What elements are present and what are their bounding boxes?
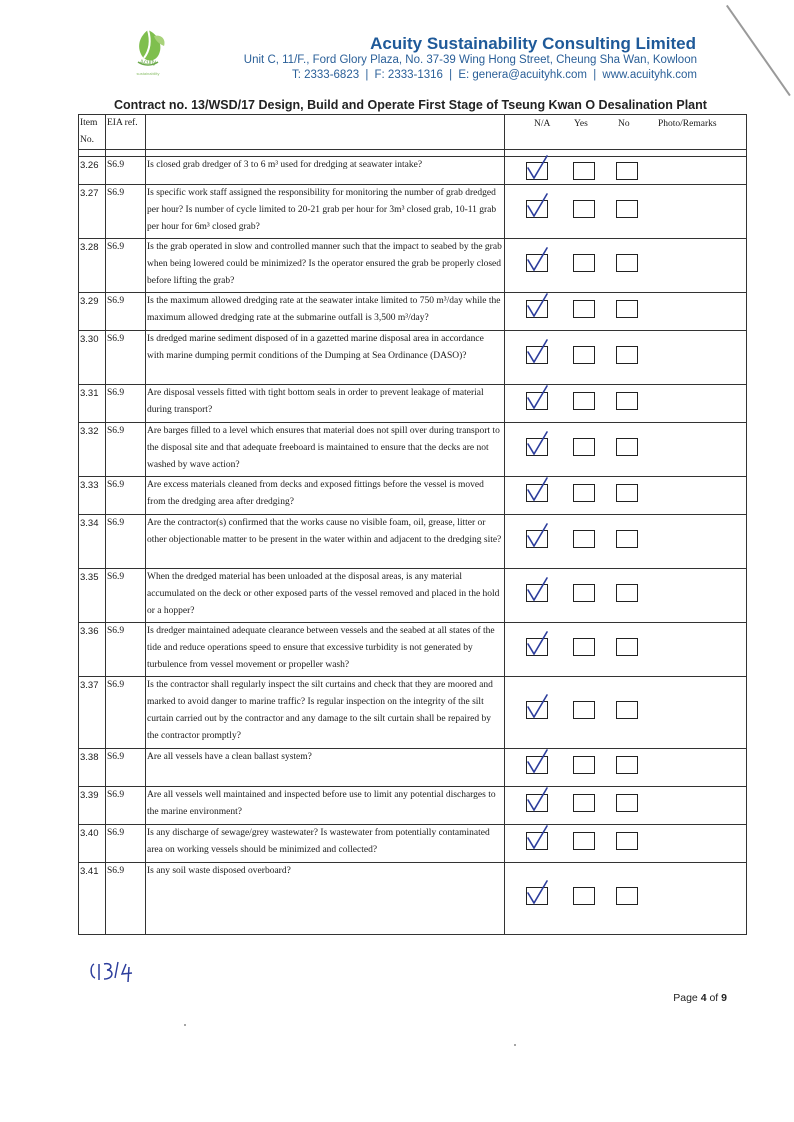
item-number: 3.39: [79, 787, 106, 825]
no-checkbox[interactable]: [616, 638, 638, 656]
answer-header: [505, 115, 747, 150]
question-text: Is closed grab dredger of 3 to 6 m³ used for dredging at seawater intake?: [146, 157, 505, 185]
question-text: Are barges filled to a level which ensures that material does not spill over during transport to the disposal site and that adequate freeboard is maintained to ensure that the decks are not washed by wave action?: [146, 423, 505, 477]
no-checkbox[interactable]: [616, 438, 638, 456]
answer-cell: [505, 385, 747, 423]
yes-header: Yes: [574, 119, 588, 129]
yes-checkbox[interactable]: [573, 392, 595, 410]
question-text: Is dredged marine sediment disposed of in a gazetted marine disposal area in accordance with marine dumping permit conditions of the Dumping at Sea Ordinance (DASO)?: [146, 331, 505, 385]
check-mark-icon: [523, 879, 553, 909]
question-text: When the dredged material has been unloaded at the disposal areas, is any material accumulated on the deck or other exposed parts of the vessel removed and placed in the hold or a hopper?: [146, 569, 505, 623]
no-checkbox[interactable]: [616, 200, 638, 218]
item-number: 3.29: [79, 293, 106, 331]
checklist-row: [79, 423, 747, 477]
no-checkbox[interactable]: [616, 887, 638, 905]
checklist-row: [79, 515, 747, 569]
scan-speck: [184, 1024, 186, 1026]
no-checkbox[interactable]: [616, 392, 638, 410]
yes-checkbox[interactable]: [573, 530, 595, 548]
spacer-row: [79, 150, 747, 157]
question-text: Are disposal vessels fitted with tight bottom seals in order to prevent leakage of material during transport?: [146, 385, 505, 423]
company-name: Acuity Sustainability Consulting Limited: [370, 34, 696, 53]
no-checkbox[interactable]: [616, 794, 638, 812]
check-mark-icon: [523, 338, 553, 368]
answer-cell: [505, 185, 747, 239]
question-text: Are the contractor(s) confirmed that the works cause no visible foam, oil, grease, litter or other objectionable matter to be present in the water within and adjacent to the dredging site?: [146, 515, 505, 569]
eia-reference: S6.9: [106, 157, 146, 185]
question-text: Is any discharge of sewage/grey wastewater? Is wastewater from potentially contaminated area on working vessels should be minimized and collected?: [146, 825, 505, 863]
answer-cell: [505, 677, 747, 749]
na-header: N/A: [534, 119, 551, 129]
check-mark-icon: [523, 476, 553, 506]
check-mark-icon: [523, 693, 553, 723]
question-text: Is the contractor shall regularly inspect the silt curtains and check that they are moored and marked to avoid danger to marine traffic? Is regular inspection on the integrity of the silt curtain carried out by the contractor and any damage to the silt curtain shall be repaired by the contractor promptly?: [146, 677, 505, 749]
item-number: 3.41: [79, 863, 106, 935]
check-mark-icon: [523, 292, 553, 322]
checklist-row: [79, 623, 747, 677]
answer-cell: [505, 331, 747, 385]
question-text: Are all vessels have a clean ballast system?: [146, 749, 505, 787]
check-mark-icon: [523, 630, 553, 660]
checklist-row: [79, 157, 747, 185]
yes-checkbox[interactable]: [573, 794, 595, 812]
item-number: 3.35: [79, 569, 106, 623]
eia-reference: S6.9: [106, 623, 146, 677]
yes-checkbox[interactable]: [573, 638, 595, 656]
check-mark-icon: [523, 748, 553, 778]
item-number: 3.27: [79, 185, 106, 239]
fax-number: F: 2333-1316: [374, 69, 443, 81]
checklist-row: [79, 569, 747, 623]
no-checkbox[interactable]: [616, 254, 638, 272]
no-header: No: [618, 119, 630, 129]
question-text: Are excess materials cleaned from decks and exposed fittings before the vessel is moved from the dredging area after dredging?: [146, 477, 505, 515]
item-number: 3.31: [79, 385, 106, 423]
handwritten-note: [88, 958, 136, 984]
eia-reference: S6.9: [106, 749, 146, 787]
scan-edge-line: [726, 5, 791, 96]
no-checkbox[interactable]: [616, 484, 638, 502]
answer-cell: [505, 477, 747, 515]
page-number: Page 4 of 9: [673, 992, 727, 1004]
yes-checkbox[interactable]: [573, 162, 595, 180]
company-address: Unit C, 11/F., Ford Glory Plaza, No. 37-39 Wing Hong Street, Cheung Sha Wan, Kowloon: [243, 54, 697, 66]
no-checkbox[interactable]: [616, 530, 638, 548]
checklist-row: [79, 185, 747, 239]
item-number: 3.40: [79, 825, 106, 863]
yes-checkbox[interactable]: [573, 584, 595, 602]
answer-cell: [505, 423, 747, 477]
item-no-header: Item No.: [79, 115, 106, 150]
item-number: 3.33: [79, 477, 106, 515]
phone-number: T: 2333-6823: [291, 69, 360, 81]
yes-checkbox[interactable]: [573, 346, 595, 364]
no-checkbox[interactable]: [616, 300, 638, 318]
checklist-row: [79, 385, 747, 423]
check-mark-icon: [523, 192, 553, 222]
contract-title: Contract no. 13/WSD/17 Design, Build and Operate First Stage of Tseung Kwan O Desalination Plant: [114, 98, 707, 112]
separator: |: [449, 69, 453, 81]
item-number: 3.30: [79, 331, 106, 385]
yes-checkbox[interactable]: [573, 701, 595, 719]
logo-text: Acuity: [139, 60, 157, 66]
checklist-row: [79, 331, 747, 385]
eia-reference: S6.9: [106, 423, 146, 477]
no-checkbox[interactable]: [616, 701, 638, 719]
item-number: 3.32: [79, 423, 106, 477]
no-checkbox[interactable]: [616, 162, 638, 180]
check-mark-icon: [523, 522, 553, 552]
check-mark-icon: [523, 786, 553, 816]
yes-checkbox[interactable]: [573, 887, 595, 905]
item-number: 3.36: [79, 623, 106, 677]
check-mark-icon: [523, 246, 553, 276]
eia-reference: S6.9: [106, 787, 146, 825]
question-text: Is the grab operated in slow and controlled manner such that the impact to seabed by the grab when being lowered could be minimized? Is the operator ensured the grab be properly closed before lifting the grab?: [146, 239, 505, 293]
checklist-row: [79, 863, 747, 935]
answer-cell: [505, 293, 747, 331]
answer-cell: [505, 825, 747, 863]
eia-reference: S6.9: [106, 825, 146, 863]
yes-checkbox[interactable]: [573, 254, 595, 272]
checklist-row: [79, 293, 747, 331]
eia-reference: S6.9: [106, 677, 146, 749]
checklist-row: [79, 477, 747, 515]
checklist-row: [79, 749, 747, 787]
yes-checkbox[interactable]: [573, 832, 595, 850]
eia-reference: S6.9: [106, 569, 146, 623]
eia-reference: S6.9: [106, 239, 146, 293]
yes-checkbox[interactable]: [573, 200, 595, 218]
logo-subtext: sustainability: [136, 71, 160, 76]
separator: |: [365, 69, 369, 81]
answer-cell: [505, 239, 747, 293]
question-text: Is the maximum allowed dredging rate at the seawater intake limited to 750 m³/day while the maximum allowed dredging rate at the submarine outfall is 3,500 m³/day?: [146, 293, 505, 331]
answer-cell: [505, 515, 747, 569]
check-mark-icon: [523, 430, 553, 460]
checklist-row: [79, 825, 747, 863]
eia-reference: S6.9: [106, 331, 146, 385]
answer-cell: [505, 157, 747, 185]
eia-reference: S6.9: [106, 477, 146, 515]
remarks-header: Photo/Remarks: [658, 119, 717, 129]
checklist-row: [79, 787, 747, 825]
checklist-row: [79, 677, 747, 749]
yes-checkbox[interactable]: [573, 484, 595, 502]
no-checkbox[interactable]: [616, 756, 638, 774]
item-number: 3.28: [79, 239, 106, 293]
eia-reference: S6.9: [106, 185, 146, 239]
question-header: [146, 115, 505, 150]
item-number: 3.34: [79, 515, 106, 569]
yes-checkbox[interactable]: [573, 300, 595, 318]
answer-cell: [505, 863, 747, 935]
answer-cell: [505, 569, 747, 623]
checklist-row: [79, 239, 747, 293]
answer-cell: [505, 749, 747, 787]
check-mark-icon: [523, 824, 553, 854]
scan-speck: [514, 1044, 516, 1046]
question-text: Is any soil waste disposed overboard?: [146, 863, 505, 935]
no-checkbox[interactable]: [616, 346, 638, 364]
website-url: www.acuityhk.com: [602, 69, 697, 81]
item-number: 3.38: [79, 749, 106, 787]
company-contacts: [292, 69, 697, 81]
item-number: 3.26: [79, 157, 106, 185]
question-text: Is dredger maintained adequate clearance between vessels and the seabed at all states of the tide and reduce operations speed to ensure that excessive turbidity is not generated by turbulence from vessel movement or propeller wash?: [146, 623, 505, 677]
check-mark-icon: [523, 384, 553, 414]
eia-reference: S6.9: [106, 385, 146, 423]
question-text: Are all vessels well maintained and inspected before use to limit any potential discharges to the marine environment?: [146, 787, 505, 825]
checklist-table: [78, 114, 747, 935]
no-checkbox[interactable]: [616, 584, 638, 602]
yes-checkbox[interactable]: [573, 756, 595, 774]
eia-reference: S6.9: [106, 293, 146, 331]
separator: |: [593, 69, 597, 81]
question-text: Is specific work staff assigned the responsibility for monitoring the number of grab dredged per hour? Is number of cycle limited to 20-21 grab per hour for 3m³ closed grab, 10-11 grab per hour for 6m³ closed grab?: [146, 185, 505, 239]
yes-checkbox[interactable]: [573, 438, 595, 456]
check-mark-icon: [523, 154, 553, 184]
eia-reference: S6.9: [106, 515, 146, 569]
eia-ref-header: EIA ref.: [106, 115, 146, 150]
email-address: E: genera@acuityhk.com: [458, 69, 587, 81]
no-checkbox[interactable]: [616, 832, 638, 850]
header-row: [79, 115, 747, 150]
answer-cell: [505, 623, 747, 677]
check-mark-icon: [523, 576, 553, 606]
answer-cell: [505, 787, 747, 825]
eia-reference: S6.9: [106, 863, 146, 935]
item-number: 3.37: [79, 677, 106, 749]
